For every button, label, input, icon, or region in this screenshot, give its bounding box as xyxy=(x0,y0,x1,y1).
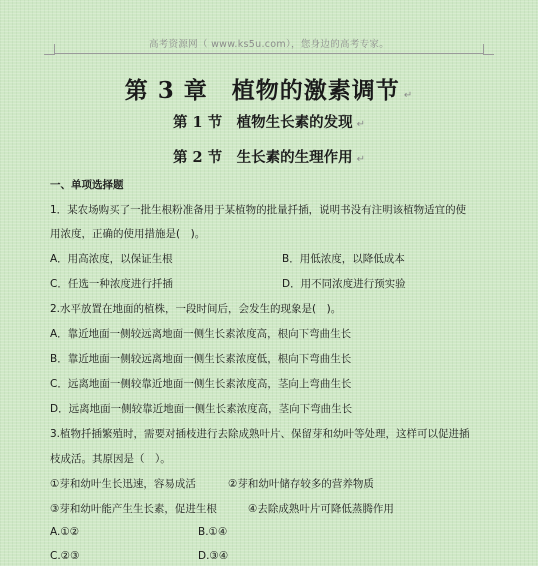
q2-option-c: C．远离地面一侧较靠近地面一侧生长素浓度高，茎向上弯曲生长 xyxy=(50,378,352,390)
page-header: 高考资源网（ www.ks5u.com），您身边的高考专家。 xyxy=(148,39,390,50)
section-heading: 一、单项选择题 xyxy=(50,179,124,191)
q2-option-a: A．靠近地面一侧较远离地面一侧生长素浓度高，根向下弯曲生长 xyxy=(50,328,352,340)
q3-reason-4: ④去除成熟叶片可降低蒸腾作用 xyxy=(248,503,394,515)
q1-stem-line1: 1．某农场购买了一批生根粉准备用于某植物的批量扦插，说明书没有注明该植物适宜的使 xyxy=(50,204,467,216)
q3-option-d: D.③④ xyxy=(198,550,229,562)
q3-stem-line1: 3.植物扦插繁殖时，需要对插枝进行去除成熟叶片、保留芽和幼叶等处理，这样可以促进插 xyxy=(50,428,470,440)
section-1-title xyxy=(0,111,538,132)
q1-stem-line2: 用浓度，正确的使用措施是( )。 xyxy=(50,228,206,240)
q1-option-a: A．用高浓度，以保证生根 xyxy=(50,253,173,265)
q3-option-a: A.①② xyxy=(50,526,80,538)
q2-stem: 2.水平放置在地面的植株，一段时间后，会发生的现象是( )。 xyxy=(50,303,342,315)
chapter-title-text: 第 3 章 植物的激素调节 xyxy=(124,77,400,104)
q3-reason-1: ①芽和幼叶生长迅速，容易成活 xyxy=(50,478,196,490)
q3-option-b: B.①④ xyxy=(198,526,228,538)
q3-reason-2: ②芽和幼叶储存较多的营养物质 xyxy=(228,478,374,490)
q1-option-d: D．用不同浓度进行预实验 xyxy=(282,278,406,290)
q3-reason-3: ③芽和幼叶能产生生长素，促进生根 xyxy=(50,503,217,515)
q3-option-c: C.②③ xyxy=(50,550,80,562)
paragraph-mark-icon: ↵ xyxy=(356,119,366,130)
section-2-title xyxy=(0,146,538,167)
q1-option-c: C．任选一种浓度进行扦插 xyxy=(50,278,173,290)
paragraph-mark-icon: ↵ xyxy=(356,154,366,165)
header-divider xyxy=(55,53,483,54)
q2-option-d: D．远离地面一侧较靠近地面一侧生长素浓度高，茎向下弯曲生长 xyxy=(50,403,353,415)
q1-option-b: B．用低浓度，以降低成本 xyxy=(282,253,405,265)
q2-option-b: B．靠近地面一侧较远离地面一侧生长素浓度低，根向下弯曲生长 xyxy=(50,353,352,365)
section-1-title-text: 第 1 节 植物生长素的发现 xyxy=(172,114,353,131)
section-2-title-text: 第 2 节 生长素的生理作用 xyxy=(172,149,353,166)
q3-stem-line2: 枝成活。其原因是（ ）。 xyxy=(50,453,171,465)
chapter-title xyxy=(0,72,538,105)
paragraph-mark-icon: ↵ xyxy=(403,90,414,101)
